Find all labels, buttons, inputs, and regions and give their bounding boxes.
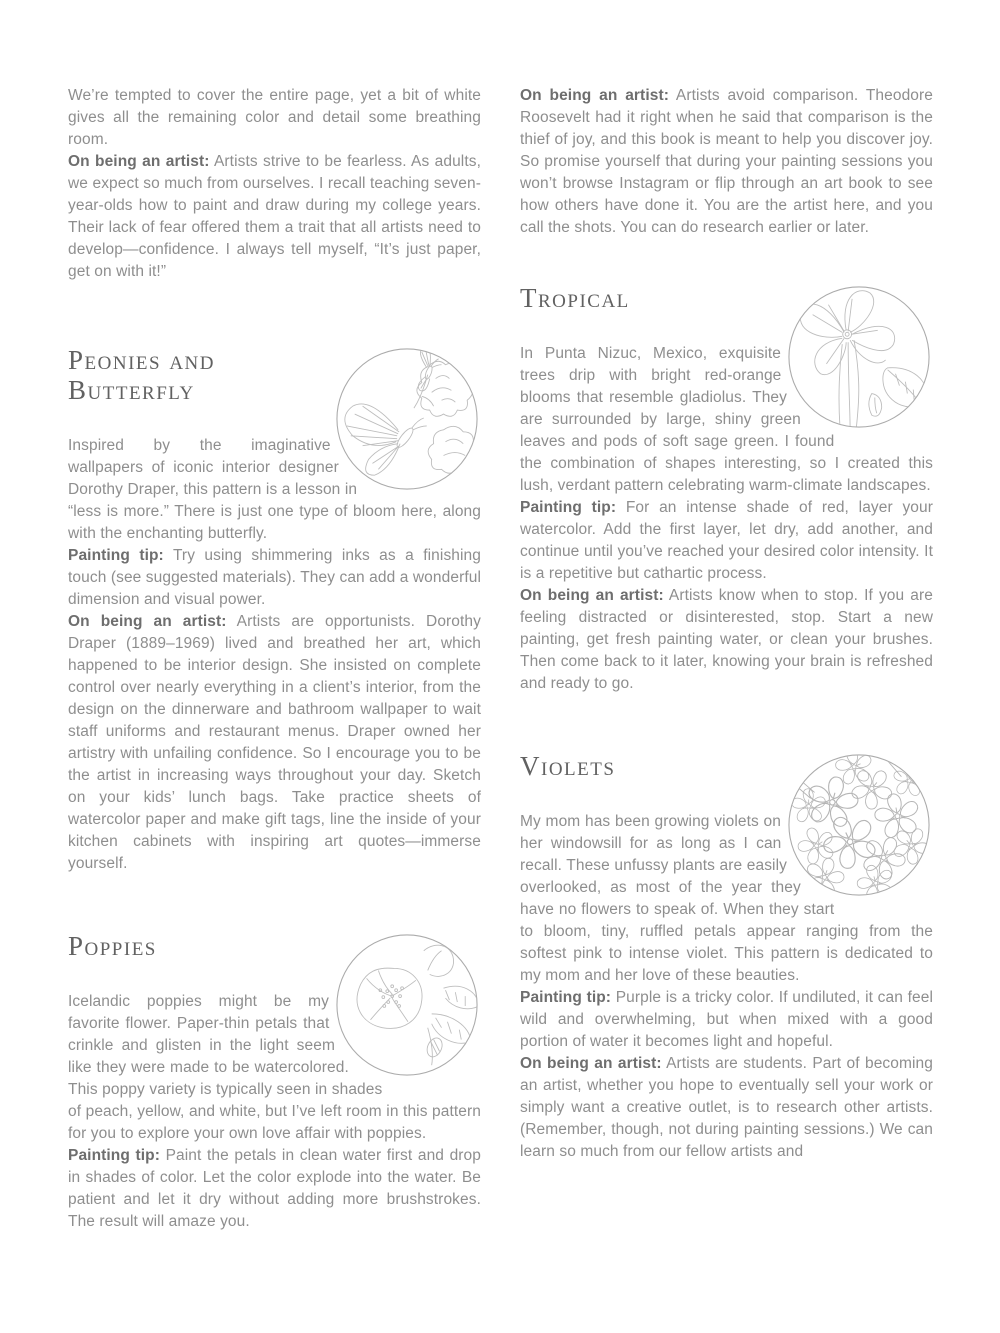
tropical-bloom-illustration: [785, 283, 933, 431]
artist-note-paragraph: [520, 85, 933, 239]
painting-tip-label: Painting tip:: [520, 499, 617, 516]
artist-note-paragraph: [68, 151, 481, 283]
section-title-peonies: Peonies and Butterfly: [68, 345, 215, 405]
artist-note-text: Artists are opportunists. Dorothy Draper (1889–1969) lived and breathed her art, which happened to be interior design. She insisted on complete control over nearly everything in a client’s interior, from the design on the dinnerware and bathroom wallpaper to wait staff uniforms and restaurant menus. Draper owned her artistry with unfailing confidence. So I encourage you to be the artist in increasing ways throughout your day. Sketch on your kids’ lunch bags. Take practice sheets of watercolor paper and make gift tags, line the inside of your kitchen cabinets with inspiring art quotes—immerse yourself.: [68, 613, 481, 872]
section-tropical: [520, 283, 933, 695]
artist-note-paragraph: [68, 611, 481, 875]
violets-description: My mom has been growing violets on her windowsill for as long as I can recall. These unfussy plants are easily overlooked, as most of the year they have no flowers to speak of. When they start to bloom, tiny, ruffled petals appear ranging from the softest pink to intense violet. This pattern is dedicated to my mom and her love of these beauties.: [520, 813, 933, 984]
artist-note-paragraph: [520, 1053, 933, 1163]
artist-note-text: Artists are students. Part of becoming an artist, whether you hope to eventually sell your work or simply want a creative outlet, is to research other artists. (Remember, though, not during painting sessions.) We can learn so much from our fellow artists and: [520, 1055, 933, 1160]
artist-note-label: On being an artist:: [68, 153, 210, 170]
painting-tip-label: Painting tip:: [68, 547, 164, 564]
painting-tip-label: Painting tip:: [520, 989, 612, 1006]
painting-tip-paragraph: [520, 987, 933, 1053]
peony-butterfly-illustration: [333, 345, 481, 493]
painting-tip-paragraph: [520, 497, 933, 585]
left-column: [68, 85, 481, 1233]
peonies-description: Inspired by the imaginative wallpapers of iconic interior designer Dorothy Draper, this pattern is a lesson in “less is more.” There is just one type of bloom here, along with the enchanting butterfly.: [68, 437, 481, 542]
artist-note-label: On being an artist:: [520, 1055, 662, 1072]
painting-tip-text: Paint the petals in clean water first and drop in shades of color. Let the color explode into the water. Be patient and let it dry without adding more brushstrokes. The result will amaze you.: [68, 1147, 481, 1230]
artist-note-label: On being an artist:: [520, 87, 669, 104]
intro-paragraph: We’re tempted to cover the entire page, yet a bit of white gives all the remaining color and detail some breathing room.: [68, 87, 481, 148]
violets-illustration: [785, 751, 933, 899]
tropical-bloom-line-art: [785, 283, 933, 431]
painting-tip-text: For an intense shade of red, layer your watercolor. Add the first layer, let dry, add another, and continue until you’ve reached your desired color intensity. It is a repetitive but cathartic process.: [520, 499, 933, 582]
painting-tip-text: Purple is a tricky color. If undiluted, it can feel wild and overwhelming, but when mixed with a good portion of water it becomes light and hopeful.: [520, 989, 933, 1050]
artist-note-text: Artists strive to be fearless. As adults, we expect so much from ourselves. I recall teaching seven-year-olds how to paint and draw during my college years. Their lack of fear offered them a trait that all artists need to develop—confidence. I always tell myself, “It’s just paper, get on with it!”: [68, 153, 481, 280]
section-title-violets: Violets: [520, 751, 616, 781]
artist-note-text: Artists know when to stop. If you are feeling distracted or disinterested, stop. Start a new painting, get fresh painting water, or clean your brushes. Then come back to it later, knowing your brain is refreshed and ready to go.: [520, 587, 933, 692]
artist-note-paragraph: [520, 585, 933, 695]
poppy-line-art: [333, 931, 481, 1079]
poppy-illustration: [333, 931, 481, 1079]
section-violets: [520, 751, 933, 1163]
artist-note-label: On being an artist:: [520, 587, 664, 604]
tropical-description: In Punta Nizuc, Mexico, exquisite trees drip with bright red-orange blooms that resemble gladiolus. They are surrounded by large, shiny green leaves and pods of soft sage green. I found the combination of shapes interesting, so I created this lush, verdant pattern celebrating warm-climate landscapes.: [520, 345, 933, 494]
right-column: [520, 85, 933, 1163]
artist-note-label: On being an artist:: [68, 613, 227, 630]
violets-line-art: [785, 751, 933, 899]
peony-butterfly-line-art: [333, 345, 481, 493]
section-title-poppies: Poppies: [68, 931, 157, 961]
painting-tip-paragraph: [68, 545, 481, 611]
section-title-tropical: Tropical: [520, 283, 630, 313]
artist-note-text: Artists avoid comparison. Theodore Roosevelt had it right when he said that comparison is the thief of joy, and this book is meant to help you discover joy. So promise yourself that during your painting sessions you won’t browse Instagram or flip through an art book to see how others have done it. You are the artist here, and you call the shots. You can do research earlier or later.: [520, 87, 933, 236]
painting-tip-paragraph: [68, 1145, 481, 1233]
painting-tip-text: Try using shimmering inks as a finishing touch (see suggested materials). They can add a wonderful dimension and visual power.: [68, 547, 481, 608]
poppies-description: Icelandic poppies might be my favorite flower. Paper-thin petals that crinkle and glisten in the light seem like they were made to be watercolored. This poppy variety is typically seen in shades of peach, yellow, and white, but I’ve left room in this pattern for you to explore your own love affair with poppies.: [68, 993, 481, 1142]
section-poppies: [68, 931, 481, 1233]
painting-tip-label: Painting tip:: [68, 1147, 160, 1164]
section-peonies: [68, 345, 481, 875]
